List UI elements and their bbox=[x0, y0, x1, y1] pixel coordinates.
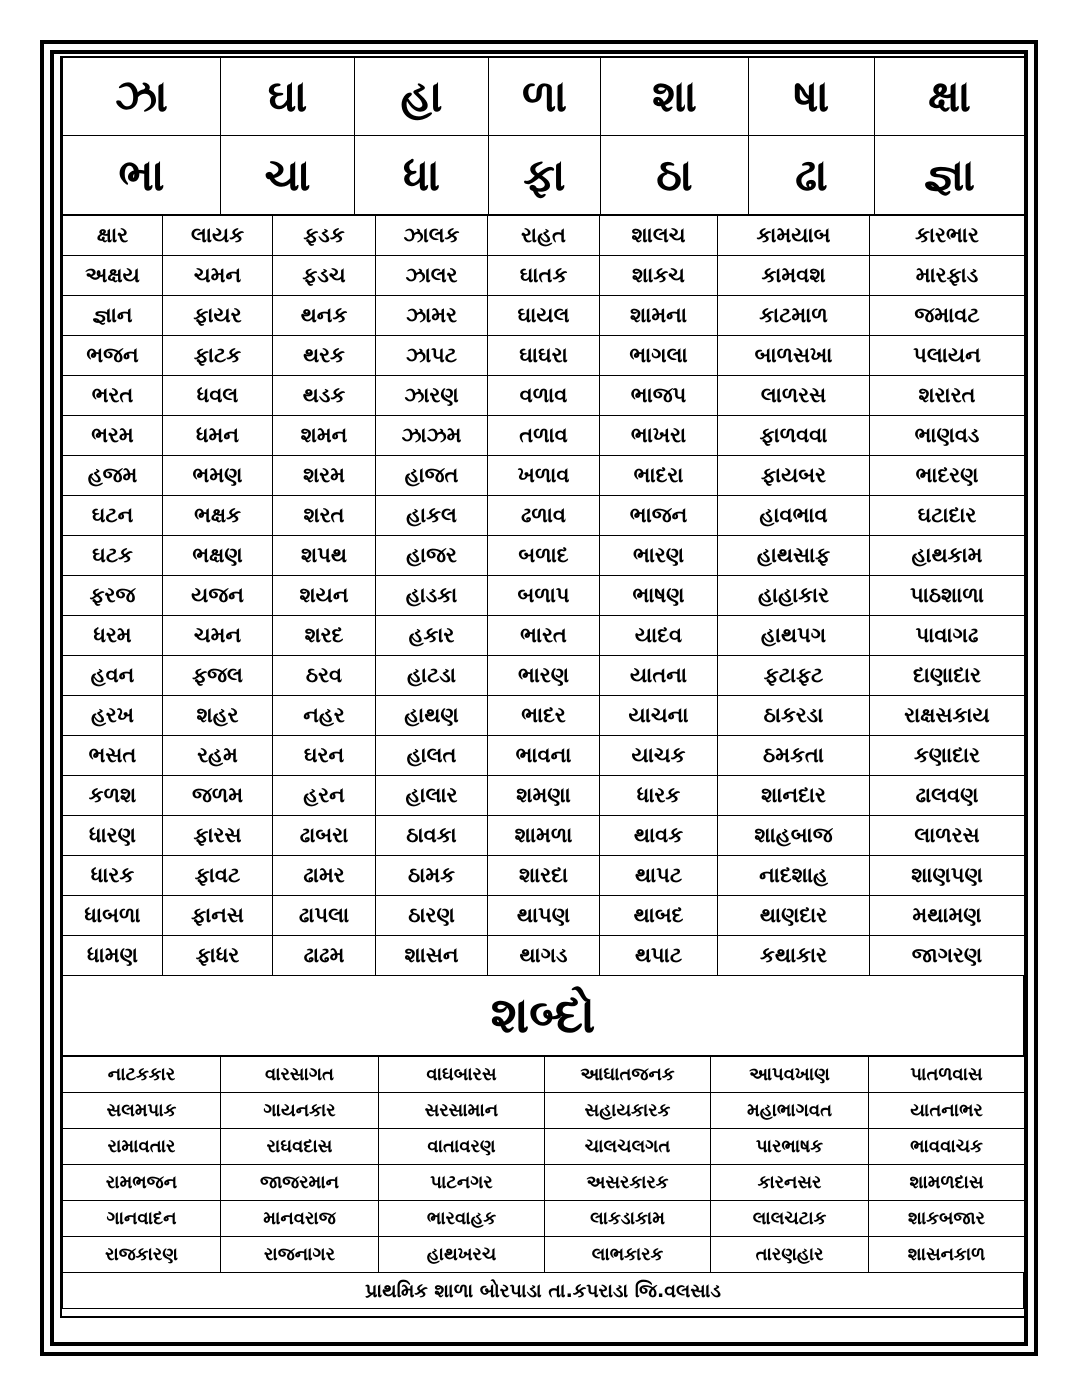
word-cell: ફાટક bbox=[163, 336, 273, 376]
compound-word-cell: શામળદાસ bbox=[869, 1165, 1025, 1201]
word-cell: ભાદરણ bbox=[870, 456, 1025, 496]
word-cell: હાટડા bbox=[376, 656, 488, 696]
word-cell: શરત bbox=[273, 496, 376, 536]
word-cell: ભારત bbox=[488, 616, 600, 656]
compound-words-table bbox=[62, 1056, 1025, 1273]
word-cell: ક્ષાર bbox=[63, 216, 163, 256]
word-cell: શાણપણ bbox=[870, 856, 1025, 896]
compounds-row bbox=[63, 1093, 1025, 1129]
word-cell: ઢાલવણ bbox=[870, 776, 1025, 816]
compound-word-cell: આપવખાણ bbox=[711, 1057, 869, 1093]
words-row bbox=[63, 576, 1025, 616]
word-cell: ઘાઘરા bbox=[488, 336, 600, 376]
word-cell: યજન bbox=[163, 576, 273, 616]
word-cell: હજમ bbox=[63, 456, 163, 496]
compound-word-cell: રાજનાગર bbox=[221, 1237, 379, 1273]
word-cell: કથાકાર bbox=[718, 936, 870, 976]
word-cell: ધારક bbox=[600, 776, 718, 816]
word-cell: જ્ઞાન bbox=[63, 296, 163, 336]
compounds-row bbox=[63, 1129, 1025, 1165]
word-cell: ભાજન bbox=[600, 496, 718, 536]
words-row bbox=[63, 376, 1025, 416]
word-cell: ઝામર bbox=[376, 296, 488, 336]
word-cell: જાગરણ bbox=[870, 936, 1025, 976]
word-cell: ઘાયલ bbox=[488, 296, 600, 336]
compound-word-cell: પાટનગર bbox=[379, 1165, 545, 1201]
word-cell: થાપટ bbox=[600, 856, 718, 896]
word-cell: જળમ bbox=[163, 776, 273, 816]
word-cell: ભાવના bbox=[488, 736, 600, 776]
letter-cell: ક્ષા bbox=[875, 57, 1025, 136]
word-cell: ઝાઝમ bbox=[376, 416, 488, 456]
words-table bbox=[62, 215, 1025, 976]
word-cell: ફડક bbox=[273, 216, 376, 256]
compounds-row bbox=[63, 1237, 1025, 1273]
word-cell: કળશ bbox=[63, 776, 163, 816]
words-row bbox=[63, 936, 1025, 976]
word-cell: પલાયન bbox=[870, 336, 1025, 376]
word-cell: થરક bbox=[273, 336, 376, 376]
word-cell: ઢાબરા bbox=[273, 816, 376, 856]
letter-cell: ળા bbox=[489, 57, 601, 136]
word-cell: લાળરસ bbox=[870, 816, 1025, 856]
word-cell: હાજત bbox=[376, 456, 488, 496]
letters-row bbox=[63, 57, 1025, 136]
word-cell: ઘટક bbox=[63, 536, 163, 576]
word-cell: યાદવ bbox=[600, 616, 718, 656]
compound-word-cell: યાતનાભર bbox=[869, 1093, 1025, 1129]
word-cell: શહર bbox=[163, 696, 273, 736]
compound-word-cell: વાતાવરણ bbox=[379, 1129, 545, 1165]
letter-cell: ઠા bbox=[601, 136, 749, 215]
word-cell: શયન bbox=[273, 576, 376, 616]
word-cell: ઠાવકા bbox=[376, 816, 488, 856]
word-cell: ઢળાવ bbox=[488, 496, 600, 536]
word-cell: હાલત bbox=[376, 736, 488, 776]
word-cell: ઘટાદાર bbox=[870, 496, 1025, 536]
word-cell: ઘરન bbox=[273, 736, 376, 776]
word-cell: કાટમાળ bbox=[718, 296, 870, 336]
words-row bbox=[63, 536, 1025, 576]
compound-word-cell: રાજકારણ bbox=[63, 1237, 221, 1273]
words-row bbox=[63, 296, 1025, 336]
word-cell: ભસત bbox=[63, 736, 163, 776]
letter-cell: ષા bbox=[749, 57, 875, 136]
words-row bbox=[63, 896, 1025, 936]
word-cell: થાબદ bbox=[600, 896, 718, 936]
word-cell: ઠરવ bbox=[273, 656, 376, 696]
word-cell: ભાદરા bbox=[600, 456, 718, 496]
word-cell: ધારક bbox=[63, 856, 163, 896]
compounds-row bbox=[63, 1165, 1025, 1201]
word-cell: શરદ bbox=[273, 616, 376, 656]
word-cell: ચમન bbox=[163, 616, 273, 656]
word-cell: ભાણવડ bbox=[870, 416, 1025, 456]
word-cell: શાલચ bbox=[600, 216, 718, 256]
compound-word-cell: રાઘવદાસ bbox=[221, 1129, 379, 1165]
word-cell: ઝારણ bbox=[376, 376, 488, 416]
word-cell: યાતના bbox=[600, 656, 718, 696]
word-cell: ઠામક bbox=[376, 856, 488, 896]
word-cell: રાહત bbox=[488, 216, 600, 256]
word-cell: ઢામર bbox=[273, 856, 376, 896]
compound-word-cell: ગાનવાદન bbox=[63, 1201, 221, 1237]
word-cell: ભાખરા bbox=[600, 416, 718, 456]
compound-word-cell: આઘાતજનક bbox=[545, 1057, 711, 1093]
word-cell: હાથસાફ bbox=[718, 536, 870, 576]
compounds-row bbox=[63, 1057, 1025, 1093]
word-cell: અક્ષય bbox=[63, 256, 163, 296]
word-cell: હાડકા bbox=[376, 576, 488, 616]
word-cell: ઠમકતા bbox=[718, 736, 870, 776]
word-cell: ભારણ bbox=[600, 536, 718, 576]
word-cell: ધારણ bbox=[63, 816, 163, 856]
word-cell: ધાબળા bbox=[63, 896, 163, 936]
word-cell: નહર bbox=[273, 696, 376, 736]
word-cell: ધમન bbox=[163, 416, 273, 456]
word-cell: શાકચ bbox=[600, 256, 718, 296]
word-cell: ભજન bbox=[63, 336, 163, 376]
word-cell: ભરત bbox=[63, 376, 163, 416]
compound-word-cell: કારનસર bbox=[711, 1165, 869, 1201]
word-cell: ફાધર bbox=[163, 936, 273, 976]
words-row bbox=[63, 616, 1025, 656]
compound-word-cell: વારસાગત bbox=[221, 1057, 379, 1093]
compound-word-cell: લાલચટાક bbox=[711, 1201, 869, 1237]
word-cell: ભમણ bbox=[163, 456, 273, 496]
word-cell: હાજર bbox=[376, 536, 488, 576]
letter-cell: ઢા bbox=[749, 136, 875, 215]
word-cell: નાદશાહ bbox=[718, 856, 870, 896]
word-cell: ઝાલક bbox=[376, 216, 488, 256]
compound-word-cell: હાથખરચ bbox=[379, 1237, 545, 1273]
compound-word-cell: જાજરમાન bbox=[221, 1165, 379, 1201]
word-cell: ફાયર bbox=[163, 296, 273, 336]
letter-cell: ચા bbox=[221, 136, 355, 215]
word-cell: હરખ bbox=[63, 696, 163, 736]
word-cell: બળાપ bbox=[488, 576, 600, 616]
words-row bbox=[63, 336, 1025, 376]
word-cell: ધરમ bbox=[63, 616, 163, 656]
word-cell: શમણા bbox=[488, 776, 600, 816]
word-cell: ચમન bbox=[163, 256, 273, 296]
word-cell: ભારણ bbox=[488, 656, 600, 696]
compound-word-cell: શાકબજાર bbox=[869, 1201, 1025, 1237]
word-cell: ભાષણ bbox=[600, 576, 718, 616]
word-cell: હાકલ bbox=[376, 496, 488, 536]
word-cell: શપથ bbox=[273, 536, 376, 576]
word-cell: કારભાર bbox=[870, 216, 1025, 256]
compound-word-cell: વાઘબારસ bbox=[379, 1057, 545, 1093]
word-cell: ભાદર bbox=[488, 696, 600, 736]
word-cell: થાપણ bbox=[488, 896, 600, 936]
word-cell: ધામણ bbox=[63, 936, 163, 976]
word-cell: ભરમ bbox=[63, 416, 163, 456]
word-cell: યાચના bbox=[600, 696, 718, 736]
compound-word-cell: ભારવાહક bbox=[379, 1201, 545, 1237]
letter-cell: શા bbox=[601, 57, 749, 136]
word-cell: મારફાડ bbox=[870, 256, 1025, 296]
compounds-row bbox=[63, 1201, 1025, 1237]
word-cell: ઠારણ bbox=[376, 896, 488, 936]
word-cell: શમન bbox=[273, 416, 376, 456]
word-cell: થપાટ bbox=[600, 936, 718, 976]
word-cell: કામયાબ bbox=[718, 216, 870, 256]
words-row bbox=[63, 736, 1025, 776]
compound-word-cell: ભાવવાચક bbox=[869, 1129, 1025, 1165]
compound-word-cell: પાતળવાસ bbox=[869, 1057, 1025, 1093]
word-cell: શરારત bbox=[870, 376, 1025, 416]
word-cell: રહમ bbox=[163, 736, 273, 776]
letter-cell: ઝા bbox=[63, 57, 221, 136]
word-cell: ફાનસ bbox=[163, 896, 273, 936]
word-cell: કામવશ bbox=[718, 256, 870, 296]
letters-row bbox=[63, 136, 1025, 215]
word-cell: શામળા bbox=[488, 816, 600, 856]
words-row bbox=[63, 776, 1025, 816]
compound-word-cell: ગાયનકાર bbox=[221, 1093, 379, 1129]
word-cell: હાથપગ bbox=[718, 616, 870, 656]
word-cell: લાળરસ bbox=[718, 376, 870, 416]
words-row bbox=[63, 856, 1025, 896]
word-cell: ફજલ bbox=[163, 656, 273, 696]
letter-cell: જ્ઞા bbox=[875, 136, 1025, 215]
word-cell: ઘટન bbox=[63, 496, 163, 536]
words-row bbox=[63, 696, 1025, 736]
word-cell: ફટાફટ bbox=[718, 656, 870, 696]
word-cell: યાચક bbox=[600, 736, 718, 776]
word-cell: ઢાપલા bbox=[273, 896, 376, 936]
word-cell: હાલાર bbox=[376, 776, 488, 816]
compound-word-cell: સરસામાન bbox=[379, 1093, 545, 1129]
compound-word-cell: શાસનકાળ bbox=[869, 1237, 1025, 1273]
compound-word-cell: લાભકારક bbox=[545, 1237, 711, 1273]
word-cell: ધવલ bbox=[163, 376, 273, 416]
word-cell: શરમ bbox=[273, 456, 376, 496]
word-cell: થાણદાર bbox=[718, 896, 870, 936]
word-cell: હાથણ bbox=[376, 696, 488, 736]
word-cell: પાઠશાળા bbox=[870, 576, 1025, 616]
word-cell: ભાગલા bbox=[600, 336, 718, 376]
word-cell: થાગડ bbox=[488, 936, 600, 976]
word-cell: ઘાતક bbox=[488, 256, 600, 296]
school-footer: પ્રાથમિક શાળા બોરપાડા તા.કપરાડા જિ.વલસાડ bbox=[62, 1273, 1024, 1309]
word-cell: શામના bbox=[600, 296, 718, 336]
word-cell: ભક્ષક bbox=[163, 496, 273, 536]
word-cell: ફરજ bbox=[63, 576, 163, 616]
word-cell: ઝાલર bbox=[376, 256, 488, 296]
compound-word-cell: સલમપાક bbox=[63, 1093, 221, 1129]
letter-cell: હા bbox=[355, 57, 489, 136]
word-cell: દાણાદાર bbox=[870, 656, 1025, 696]
heading-words: શબ્દો bbox=[62, 976, 1024, 1056]
word-cell: થાવક bbox=[600, 816, 718, 856]
letter-cell: ભા bbox=[63, 136, 221, 215]
word-cell: ફાયબર bbox=[718, 456, 870, 496]
word-cell: હાથકામ bbox=[870, 536, 1025, 576]
word-cell: ભક્ષણ bbox=[163, 536, 273, 576]
word-cell: ભાજપ bbox=[600, 376, 718, 416]
word-cell: ફાળવવા bbox=[718, 416, 870, 456]
words-row bbox=[63, 256, 1025, 296]
word-cell: વળાવ bbox=[488, 376, 600, 416]
words-row bbox=[63, 416, 1025, 456]
word-cell: ઝાપટ bbox=[376, 336, 488, 376]
compound-word-cell: માનવરાજ bbox=[221, 1201, 379, 1237]
letter-cell: ફા bbox=[489, 136, 601, 215]
word-cell: કણાદાર bbox=[870, 736, 1025, 776]
word-cell: શારદા bbox=[488, 856, 600, 896]
word-cell: શાહબાજ bbox=[718, 816, 870, 856]
compound-word-cell: લાકડાકામ bbox=[545, 1201, 711, 1237]
word-cell: પાવાગઢ bbox=[870, 616, 1025, 656]
compound-word-cell: પારભાષક bbox=[711, 1129, 869, 1165]
word-cell: હરન bbox=[273, 776, 376, 816]
word-cell: થનક bbox=[273, 296, 376, 336]
compound-word-cell: સહાયકારક bbox=[545, 1093, 711, 1129]
compound-word-cell: ચાલચલગત bbox=[545, 1129, 711, 1165]
page-content bbox=[62, 56, 1024, 1309]
word-cell: બળાદ bbox=[488, 536, 600, 576]
words-row bbox=[63, 656, 1025, 696]
compound-word-cell: રામાવતાર bbox=[63, 1129, 221, 1165]
word-cell: ખળાવ bbox=[488, 456, 600, 496]
word-cell: શાસન bbox=[376, 936, 488, 976]
word-cell: ફડચ bbox=[273, 256, 376, 296]
words-row bbox=[63, 456, 1025, 496]
word-cell: ફારસ bbox=[163, 816, 273, 856]
word-cell: હાહાકાર bbox=[718, 576, 870, 616]
compound-word-cell: તારણહાર bbox=[711, 1237, 869, 1273]
word-cell: રાક્ષસકાય bbox=[870, 696, 1025, 736]
word-cell: મથામણ bbox=[870, 896, 1025, 936]
word-cell: જમાવટ bbox=[870, 296, 1025, 336]
letter-cell: ધા bbox=[355, 136, 489, 215]
word-cell: ઠાકરડા bbox=[718, 696, 870, 736]
word-cell: બાળસખા bbox=[718, 336, 870, 376]
word-cell: તળાવ bbox=[488, 416, 600, 456]
compound-word-cell: નાટકકાર bbox=[63, 1057, 221, 1093]
compound-word-cell: અસરકારક bbox=[545, 1165, 711, 1201]
word-cell: હકાર bbox=[376, 616, 488, 656]
compound-word-cell: રામભજન bbox=[63, 1165, 221, 1201]
compound-word-cell: મહાભાગવત bbox=[711, 1093, 869, 1129]
word-cell: શાનદાર bbox=[718, 776, 870, 816]
word-cell: હવન bbox=[63, 656, 163, 696]
word-cell: હાવભાવ bbox=[718, 496, 870, 536]
words-row bbox=[63, 496, 1025, 536]
word-cell: ફાવટ bbox=[163, 856, 273, 896]
word-cell: ઢાઢમ bbox=[273, 936, 376, 976]
words-row bbox=[63, 816, 1025, 856]
word-cell: થડક bbox=[273, 376, 376, 416]
word-cell: લાયક bbox=[163, 216, 273, 256]
letters-table bbox=[62, 56, 1025, 215]
words-row bbox=[63, 216, 1025, 256]
letter-cell: ઘા bbox=[221, 57, 355, 136]
